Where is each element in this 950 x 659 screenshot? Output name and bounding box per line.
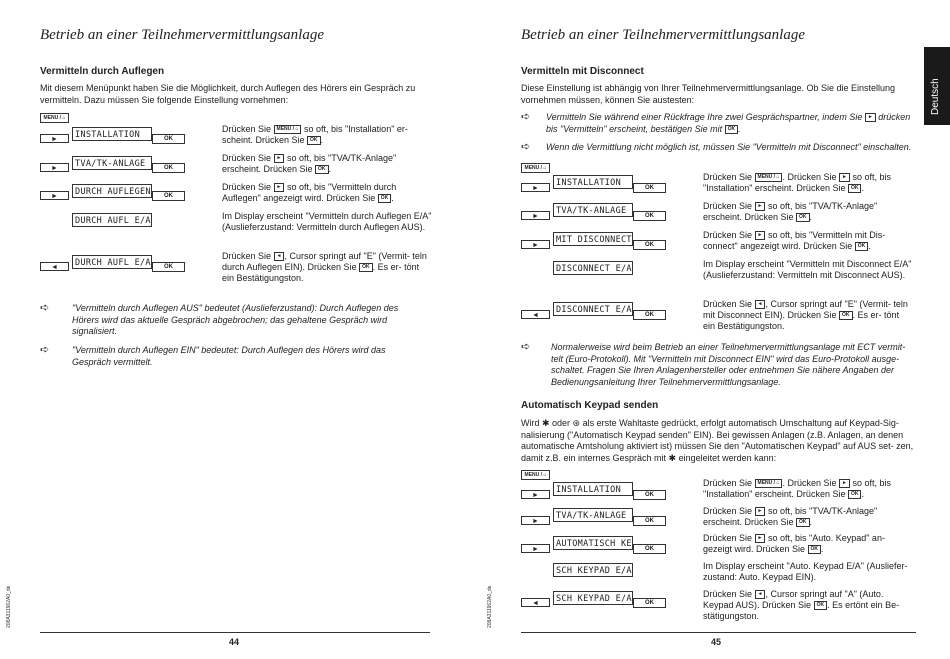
ok-inline-key: OK bbox=[378, 194, 392, 203]
arrow-right-inline-key: ► bbox=[755, 507, 766, 516]
ok-key: OK bbox=[633, 211, 666, 221]
arrow-right-inline-key: ► bbox=[839, 479, 850, 488]
intro-paragraph: Wird ✱ oder ⊛ als erste Wahltaste gedrückt, erfolgt automatisch Umschaltung auf Keypad-Sig- nalisierung ("Automatisch Keypad senden" EIN). Bei gewissen Anlagen (z.B. Anlagen, an denen automatische Amtsholung aktiviert ist) müssen Sie den "Automatischen Keypad" auf AUS set- zen, damit z.B. ein internes Gespräch mit ✱ eingeleitet werden kann: bbox=[521, 418, 914, 463]
note-text: "Vermitteln durch Auflegen AUS" bedeutet (Auslieferzustand): Durch Auflegen des Hörers wird das aktuelle Gespräch abgebrochen; das gehaltene Gespräch wird signalisiert. bbox=[72, 303, 399, 336]
note-text: Normalerweise wird beim Betrieb an einer Teilnehmervermittlungsanlage mit ECT vermit- telt (Euro-Protokoll). Mit "Vermitteln mit Disconnect EIN" wird das Euro-Protokoll ausge- schaltet. Fragen Sie Ihren Anlagenhersteller oder entnehmen Sie nähere Angaben der Bedienungsanleitung Ihrer Teilnehmervermittlungsanlage. bbox=[551, 342, 906, 387]
display-tva: TVA/TK-ANLAGE bbox=[553, 508, 633, 522]
arrow-left-key: ◄ bbox=[521, 310, 550, 319]
note-icon: ➪ bbox=[521, 111, 531, 123]
display-installation: INSTALLATION bbox=[553, 482, 633, 496]
arrow-right-key: ► bbox=[40, 134, 69, 143]
footer-rule bbox=[40, 632, 430, 633]
ok-key: OK bbox=[152, 134, 185, 144]
step-description: Drücken Sie ► so oft, bis "TVA/TK-Anlage" erscheint. Drücken Sie OK . bbox=[222, 153, 397, 174]
arrow-right-inline-key: ► bbox=[839, 173, 850, 182]
arrow-right-key: ► bbox=[521, 490, 550, 499]
ok-key: OK bbox=[633, 598, 666, 608]
page-number: 44 bbox=[229, 637, 240, 647]
intro-paragraph: Diese Einstellung ist abhängig von Ihrer Teilnehmervermittlungsanlage. Ob Sie die Einstellung vornehmen müssen, können Sie austesten: bbox=[521, 83, 896, 105]
arrow-right-inline-key: ► bbox=[755, 202, 766, 211]
ok-inline-key: OK bbox=[796, 518, 810, 527]
arrow-right-key: ► bbox=[521, 211, 550, 220]
menu-key: MENU / ⌂ bbox=[521, 163, 550, 173]
arrow-right-key: ► bbox=[521, 516, 550, 525]
arrow-right-inline-key: ► bbox=[274, 183, 285, 192]
footer-rule bbox=[521, 632, 916, 633]
step-description: Drücken Sie ► so oft, bis "Vermitteln durch Auflegen" angezeigt wird. Drücken Sie OK . bbox=[222, 182, 397, 203]
display-tva: TVA/TK-ANLAGE bbox=[553, 203, 633, 217]
step-description: Drücken Sie ► so oft, bis "Auto. Keypad" an- gezeigt wird. Drücken Sie OK . bbox=[703, 533, 885, 554]
step-description: Drücken Sie MENU / ⌂ . Drücken Sie ► so oft, bis "Installation" erscheint. Drücken Sie OK . bbox=[703, 172, 891, 193]
display-durch-auflegen: DURCH AUFLEGEN bbox=[72, 184, 152, 198]
step-description: Drücken Sie MENU / ⌂ . Drücken Sie ► so oft, bis "Installation" erscheint. Drücken Sie OK . bbox=[703, 478, 891, 499]
display-disconnect-ea: DISCONNECT E/A bbox=[553, 302, 633, 316]
arrow-right-key: ► bbox=[40, 163, 69, 172]
display-mit-disconnect: MIT DISCONNECT bbox=[553, 232, 633, 246]
arrow-right-key: ► bbox=[521, 183, 550, 192]
arrow-right-inline-key: ► bbox=[755, 534, 766, 543]
display-durch-aufl-ea: DURCH AUFL E/A bbox=[72, 255, 152, 269]
arrow-right-inline-key: ► bbox=[755, 231, 766, 240]
arrow-left-inline-key: ◄ bbox=[755, 590, 766, 599]
step-description: Drücken Sie ◄ , Cursor springt auf "E" (Vermit- teln durch Auflegen EIN). Drücken Sie OK . Es er- tönt ein Bestätigungston. bbox=[222, 251, 427, 283]
ok-inline-key: OK bbox=[855, 242, 869, 251]
note-text: Wenn die Vermittlung nicht möglich ist, müssen Sie "Vermitteln mit Disconnect" einschalten. bbox=[546, 142, 912, 152]
ok-inline-key: OK bbox=[814, 601, 828, 610]
note-text: "Vermitteln durch Auflegen EIN" bedeutet: Durch Auflegen des Hörers wird das Gespräch vermittelt. bbox=[72, 345, 386, 367]
step-description: Im Display erscheint "Vermitteln durch Auflegen E/A" (Auslieferzustand: Vermitteln durch Auflegen AUS). bbox=[222, 211, 432, 232]
arrow-right-key: ► bbox=[521, 240, 550, 249]
ok-inline-key: OK bbox=[848, 490, 862, 499]
note-icon: ➪ bbox=[521, 141, 531, 153]
ok-key: OK bbox=[633, 544, 666, 554]
menu-inline-key: MENU / ⌂ bbox=[755, 173, 783, 182]
page-header: Betrieb an einer Teilnehmervermittlungsanlage bbox=[521, 27, 805, 43]
display-durch-aufl-ea: DURCH AUFL E/A bbox=[72, 213, 152, 227]
arrow-left-inline-key: ◄ bbox=[755, 300, 766, 309]
section-title: Vermitteln durch Auflegen bbox=[40, 66, 165, 77]
ok-key: OK bbox=[633, 490, 666, 500]
side-code: 208A311962A0_de bbox=[6, 585, 12, 628]
step-description: Drücken Sie ◄ , Cursor springt auf "E" (Vermit- teln mit Disconnect EIN). Drücken Sie OK . Es er- tönt ein Bestätigungston. bbox=[703, 299, 908, 331]
ok-inline-key: OK bbox=[315, 165, 329, 174]
display-keypad-ea: SCH KEYPAD E/A bbox=[553, 591, 633, 605]
ok-key: OK bbox=[633, 183, 666, 193]
step-description: Drücken Sie MENU / ⌂ so oft, bis "Installation" er- scheint. Drücken Sie OK . bbox=[222, 124, 408, 145]
display-disconnect-ea: DISCONNECT E/A bbox=[553, 261, 633, 275]
intro-paragraph: Mit diesem Menüpunkt haben Sie die Möglichkeit, durch Auflegen des Hörers ein Gespräch zu vermitteln. Dazu müssen Sie folgende Einstellung vornehmen: bbox=[40, 83, 416, 105]
arrow-right-key: ► bbox=[40, 191, 69, 200]
arrow-right-key: ► bbox=[521, 544, 550, 553]
arrow-right-inline-key: ► bbox=[274, 154, 285, 163]
step-description: Im Display erscheint "Auto. Keypad E/A" (Ausliefer- zustand: Auto. Keypad EIN). bbox=[703, 561, 908, 582]
ok-key: OK bbox=[152, 163, 185, 173]
ok-key: OK bbox=[633, 240, 666, 250]
right-page bbox=[475, 0, 950, 659]
menu-inline-key: MENU / ⌂ bbox=[274, 125, 302, 134]
page-number: 45 bbox=[711, 637, 722, 647]
step-description: Drücken Sie ◄ , Cursor springt auf "A" (Auto. Keypad AUS). Drücken Sie OK . Es ertönt ein Be- stätigungston. bbox=[703, 589, 900, 621]
arrow-left-key: ◄ bbox=[521, 598, 550, 607]
note-icon: ➪ bbox=[40, 302, 50, 314]
language-tab-label: Deutsch bbox=[930, 78, 941, 115]
display-installation: INSTALLATION bbox=[72, 127, 152, 141]
note-text: Vermitteln Sie während einer Rückfrage Ihre zwei Gesprächspartner, indem Sie ► drücken bis "Vermitteln" erscheint, bestätigen Sie mit OK . bbox=[546, 112, 911, 134]
ok-inline-key: OK bbox=[359, 263, 373, 272]
display-automatisch: AUTOMATISCH KE bbox=[553, 536, 633, 550]
display-installation: INSTALLATION bbox=[553, 175, 633, 189]
ok-key: OK bbox=[152, 191, 185, 201]
step-description: Drücken Sie ► so oft, bis "TVA/TK-Anlage" erscheint. Drücken Sie OK . bbox=[703, 201, 878, 222]
ok-inline-key: OK bbox=[808, 545, 822, 554]
ok-inline-key: OK bbox=[848, 184, 862, 193]
arrow-left-key: ◄ bbox=[40, 262, 69, 271]
ok-key: OK bbox=[152, 262, 185, 272]
ok-key: OK bbox=[633, 516, 666, 526]
arrow-right-inline-key: ► bbox=[865, 113, 876, 122]
menu-key: MENU / ⌂ bbox=[40, 113, 69, 123]
display-tva: TVA/TK-ANLAGE bbox=[72, 156, 152, 170]
page-header: Betrieb an einer Teilnehmervermittlungsanlage bbox=[40, 27, 324, 43]
ok-inline-key: OK bbox=[796, 213, 810, 222]
step-description: Im Display erscheint "Vermitteln mit Disconnect E/A" (Auslieferzustand: Vermitteln mit Disconnect AUS). bbox=[703, 259, 912, 280]
ok-inline-key: OK bbox=[725, 125, 739, 134]
arrow-left-inline-key: ◄ bbox=[274, 252, 285, 261]
step-description: Drücken Sie ► so oft, bis "TVA/TK-Anlage" erscheint. Drücken Sie OK . bbox=[703, 506, 878, 527]
note-icon: ➪ bbox=[521, 341, 531, 353]
note-icon: ➪ bbox=[40, 344, 50, 356]
side-code: 208A311962A0_de bbox=[487, 585, 493, 628]
section-title: Vermitteln mit Disconnect bbox=[521, 66, 644, 77]
menu-inline-key: MENU / ⌂ bbox=[755, 479, 783, 488]
ok-inline-key: OK bbox=[839, 311, 853, 320]
menu-key: MENU / ⌂ bbox=[521, 470, 550, 480]
language-tab bbox=[924, 47, 950, 125]
ok-inline-key: OK bbox=[307, 136, 321, 145]
step-description: Drücken Sie ► so oft, bis "Vermitteln mit Dis- connect" angezeigt wird. Drücken Sie OK . bbox=[703, 230, 886, 251]
display-keypad-ea: SCH KEYPAD E/A bbox=[553, 563, 633, 577]
ok-key: OK bbox=[633, 310, 666, 320]
section-title: Automatisch Keypad senden bbox=[521, 400, 659, 411]
